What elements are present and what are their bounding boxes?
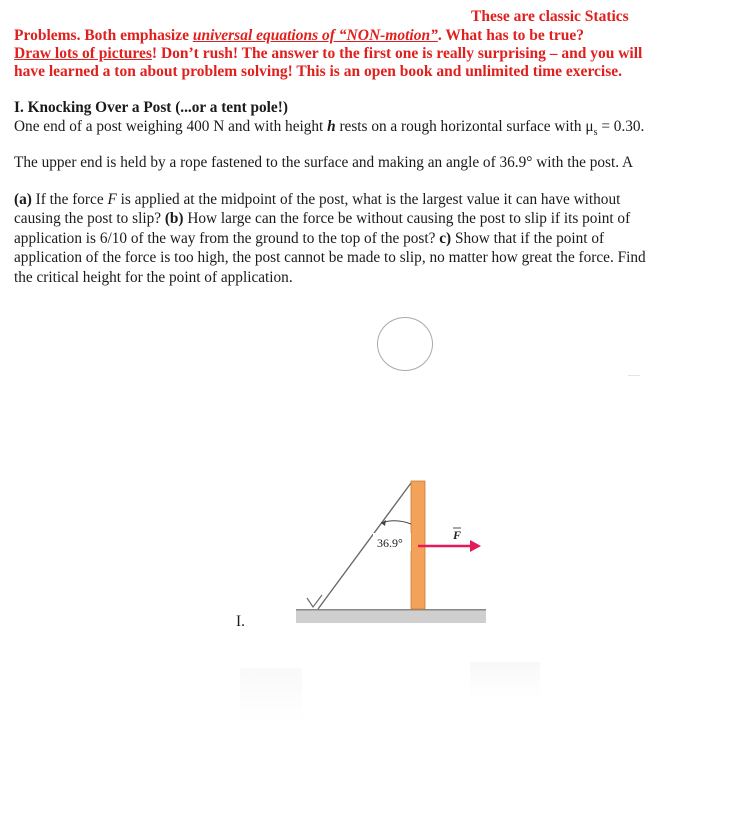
header-line-3 bbox=[14, 44, 642, 63]
q2-text-a: causing the post to slip? bbox=[14, 210, 165, 227]
rope-anchor bbox=[307, 595, 322, 607]
part-label: I. bbox=[236, 613, 245, 630]
intro-part-b: rests on a rough horizontal surface with μ bbox=[335, 118, 594, 135]
problem-intro bbox=[14, 117, 644, 143]
mu-subscript: s bbox=[593, 127, 598, 139]
question-line-5: the critical height for the point of application. bbox=[14, 269, 293, 286]
force-label: F bbox=[453, 528, 462, 542]
question-line-2 bbox=[14, 209, 630, 229]
header-line-2-end: . What has to be true? bbox=[437, 27, 584, 44]
intro-part-c: = 0.30. bbox=[597, 118, 645, 135]
header-line-4: have learned a ton about problem solving! This is an open book and unlimited time exercise. bbox=[14, 63, 623, 80]
header-line-3-end: ! Don’t rush! The answer to the first one is really surprising – and you will bbox=[151, 45, 643, 62]
q3-text-c: Show that if the point of bbox=[451, 230, 605, 247]
part-c-label: c) bbox=[439, 230, 452, 247]
faded-shape-right bbox=[470, 662, 540, 698]
faded-shape-left bbox=[240, 668, 302, 722]
part-b-label: (b) bbox=[164, 210, 184, 227]
universal-equations-link[interactable]: universal equations of “NON-motion” bbox=[192, 27, 438, 44]
q2-text-c: How large can the force be without causing the post to slip if its point of bbox=[183, 210, 631, 227]
angle-label: 36.9° bbox=[377, 536, 403, 550]
header-line-2-start: Problems. Both emphasize bbox=[14, 27, 193, 44]
header-line-1: These are classic Statics bbox=[471, 8, 629, 25]
question-line-1 bbox=[14, 190, 620, 210]
q3-text-a: application is 6/10 of the way from the ground to the top of the post? bbox=[14, 230, 440, 247]
post-diagram bbox=[280, 470, 500, 630]
q1-text-c: is applied at the midpoint of the post, what is the largest value it can have without bbox=[116, 191, 621, 208]
question-line-4: application of the force is too high, the post cannot be made to slip, no matter how great the force. Find bbox=[14, 249, 646, 266]
ground-line bbox=[296, 609, 486, 611]
faint-mark bbox=[628, 375, 640, 376]
empty-circle-shape bbox=[377, 317, 433, 371]
problem-heading: I. Knocking Over a Post (...or a tent pole!) bbox=[14, 99, 288, 116]
part-a-label: (a) bbox=[14, 191, 32, 208]
problem-sentence-2: The upper end is held by a rope fastened to the surface and making an angle of 36.9° with the post. A bbox=[14, 154, 634, 171]
draw-pictures-link[interactable]: Draw lots of pictures bbox=[14, 45, 152, 62]
question-line-3 bbox=[14, 229, 604, 249]
force-symbol: F bbox=[107, 191, 117, 208]
ground-surface bbox=[296, 609, 486, 623]
intro-part-a: One end of a post weighing 400 N and with height bbox=[14, 118, 328, 135]
force-arrowhead bbox=[470, 540, 481, 552]
header-line-2 bbox=[14, 26, 584, 45]
q1-text-b: If the force bbox=[31, 191, 108, 208]
height-symbol: h bbox=[327, 118, 336, 135]
